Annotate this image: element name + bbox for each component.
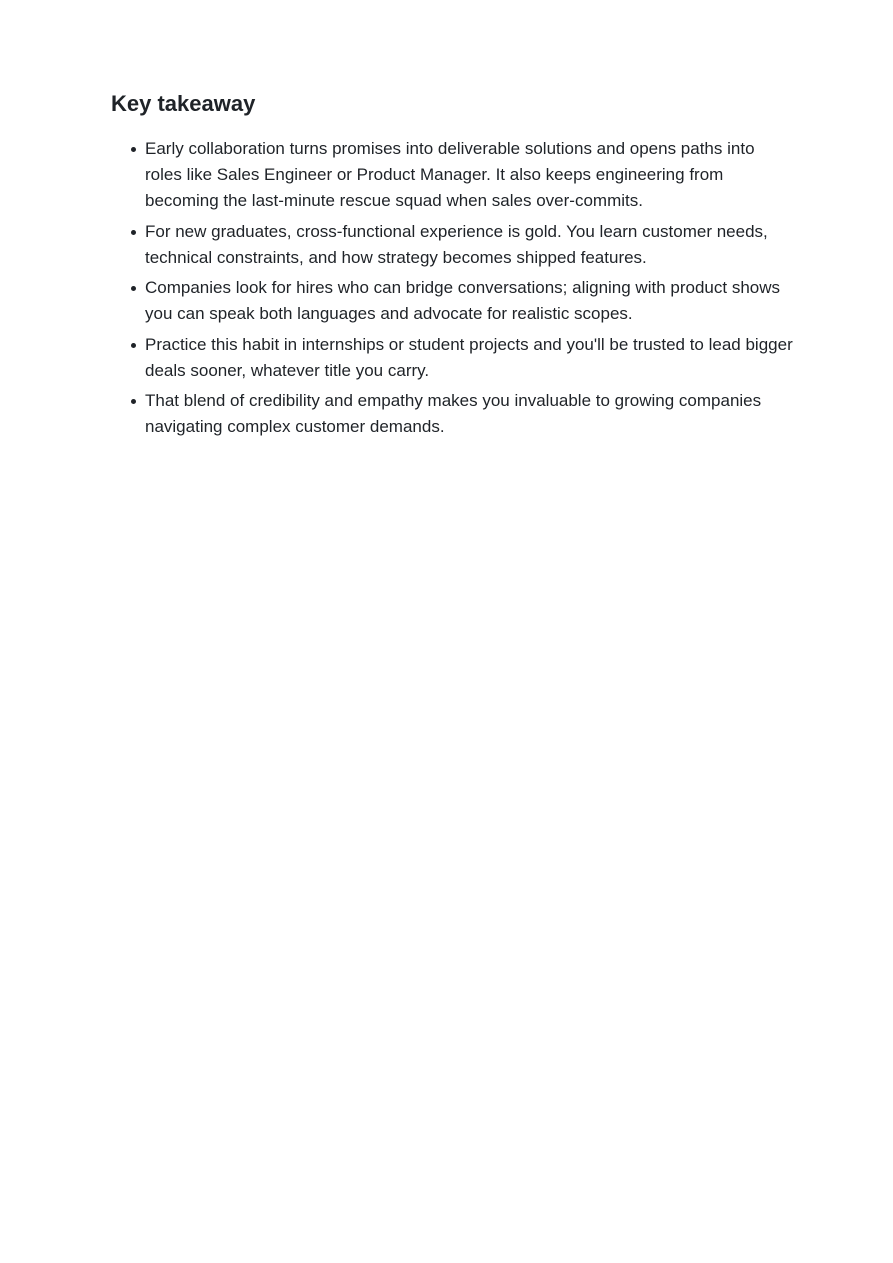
section-heading: Key takeaway (111, 91, 256, 116)
takeaway-list (111, 136, 793, 440)
list-item: That blend of credibility and empathy makes you invaluable to growing companies navigating complex customer demands. (145, 388, 793, 440)
list-item: Practice this habit in internships or student projects and you'll be trusted to lead bigger deals sooner, whatever title you carry. (145, 332, 793, 384)
list-item: For new graduates, cross-functional experience is gold. You learn customer needs, technical constraints, and how strategy becomes shipped features. (145, 219, 793, 271)
list-item: Early collaboration turns promises into deliverable solutions and opens paths into roles like Sales Engineer or Product Manager. It also keeps engineering from becoming the last-minute rescue squad when sales over-commits. (145, 136, 793, 214)
list-item: Companies look for hires who can bridge conversations; aligning with product shows you can speak both languages and advocate for realistic scopes. (145, 275, 793, 327)
